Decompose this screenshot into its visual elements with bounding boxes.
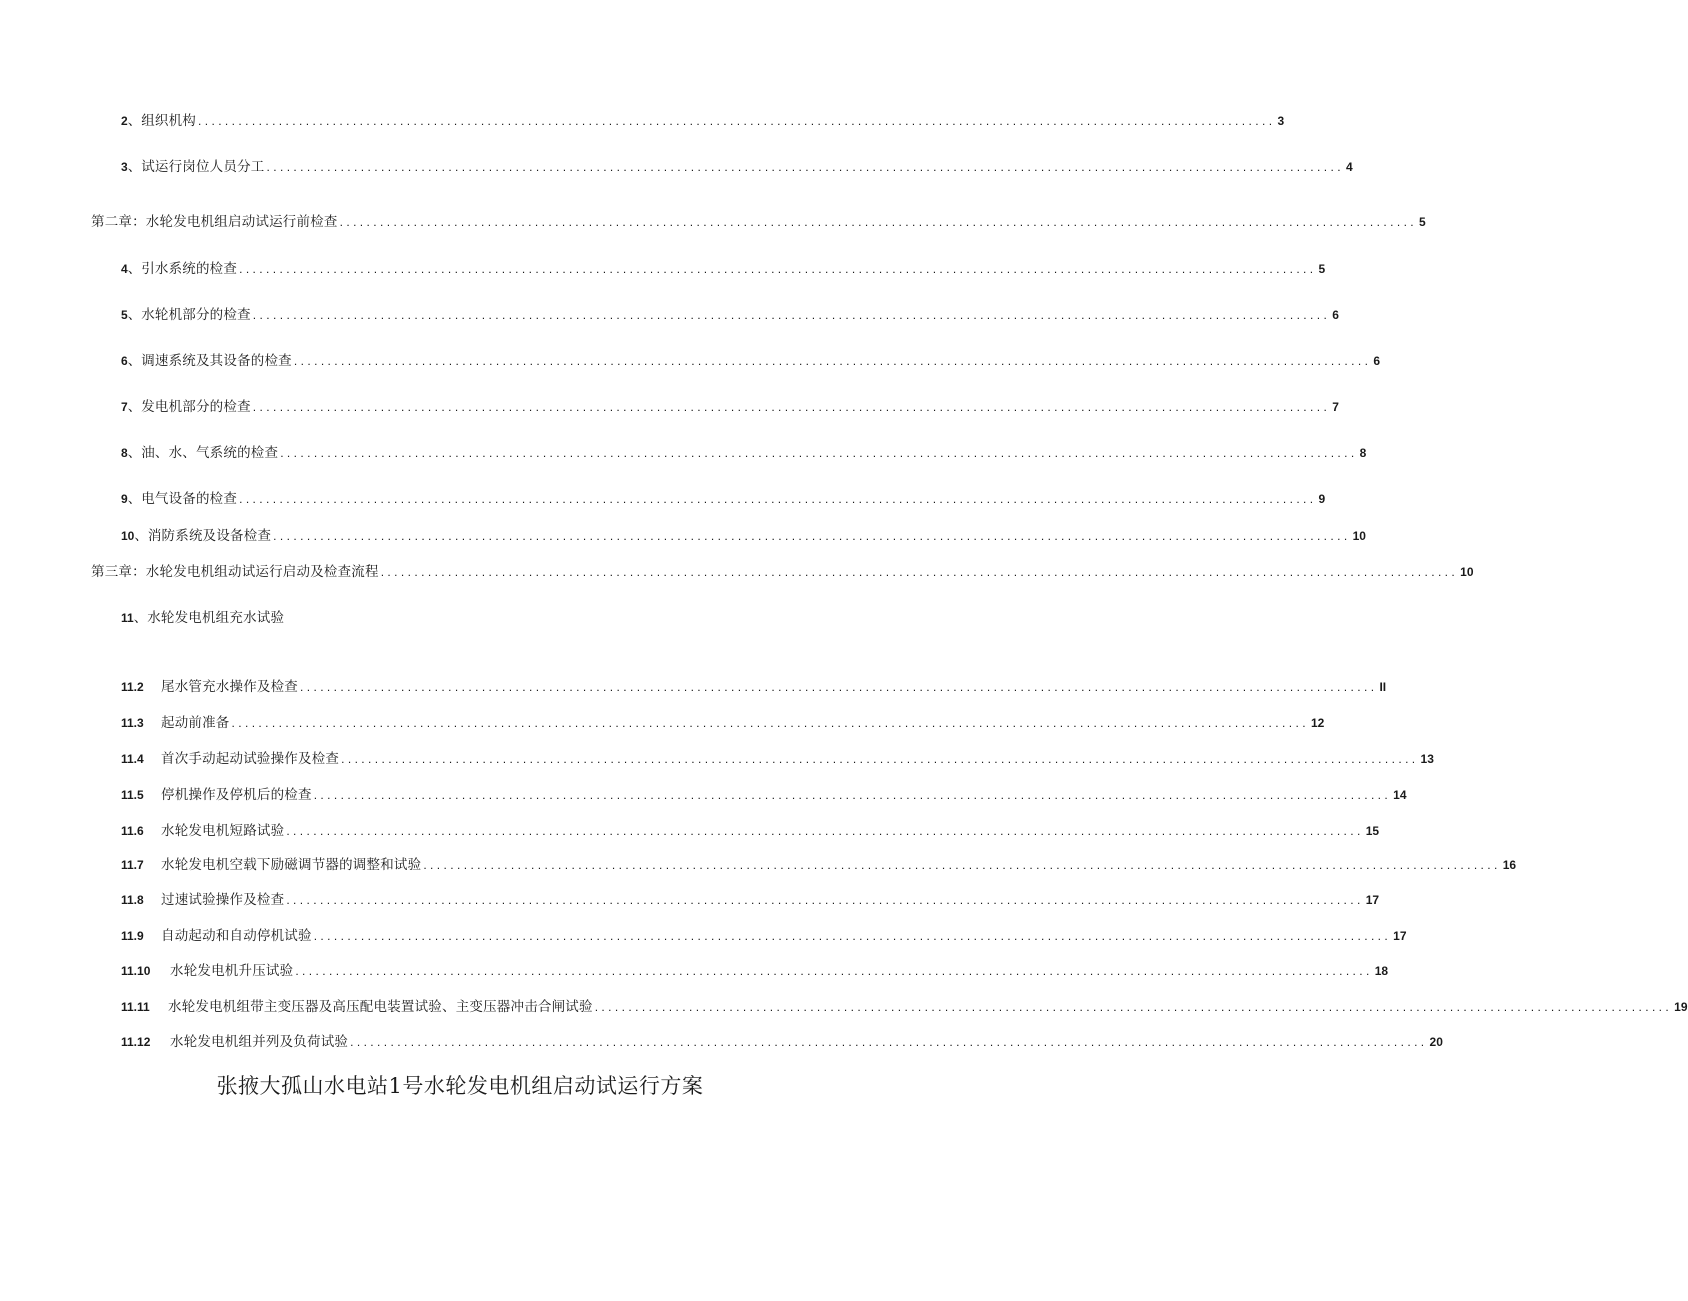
- toc-entry-page: 10: [1460, 565, 1474, 579]
- toc-entry-page: 17: [1393, 929, 1407, 943]
- toc-entry-title: 起动前准备: [161, 715, 230, 731]
- toc-entry-page: 14: [1393, 788, 1407, 802]
- dot-leader: ................................................................................................................................................................: [594, 1000, 1673, 1014]
- toc-entry-page: 13: [1420, 752, 1434, 766]
- toc-entry[interactable]: [121, 111, 1285, 131]
- toc-entry-title: 水轮机部分的检查: [141, 307, 251, 323]
- toc-entry-page: 6: [1332, 308, 1339, 322]
- toc-entry[interactable]: [121, 305, 1339, 325]
- toc-entry-separator: 、: [133, 610, 148, 626]
- toc-chapter-title: 第二章：水轮发电机组启动试运行前检查: [91, 214, 338, 230]
- toc-entry-number: 4: [121, 262, 128, 276]
- toc-subentry[interactable]: [121, 785, 1407, 805]
- toc-entry-title: 过速试验操作及检查: [161, 892, 285, 908]
- toc-entry-separator: 、: [127, 399, 142, 415]
- toc-entry-number: 11.4: [121, 752, 144, 766]
- toc-entry-separator: 、: [127, 353, 142, 369]
- toc-entry-page: 19: [1674, 1000, 1688, 1014]
- dot-leader: ................................................................................................................................................................: [280, 446, 1358, 460]
- dot-leader: ................................................................................................................................................................: [252, 308, 1331, 322]
- toc-entry-page: 5: [1419, 215, 1426, 229]
- dot-leader: ................................................................................................................................................................: [286, 893, 1364, 907]
- dot-leader: ................................................................................................................................................................: [300, 680, 1378, 694]
- toc-entry-page: 16: [1502, 858, 1517, 872]
- toc-entry-title: 试运行岗位人员分工: [141, 159, 265, 175]
- toc-entry[interactable]: [121, 608, 521, 628]
- toc-entry-page: 5: [1318, 262, 1326, 276]
- toc-entry-number: 11.8: [121, 893, 144, 907]
- toc-entry-page: 3: [1277, 114, 1285, 128]
- dot-leader: ................................................................................................................................................................: [266, 160, 1344, 174]
- toc-entry[interactable]: [121, 259, 1326, 279]
- toc-entry-page: 10: [1352, 529, 1366, 543]
- toc-entry-number: 11.5: [121, 788, 144, 802]
- toc-entry-page: 6: [1373, 354, 1381, 368]
- toc-entry-number: 11: [121, 611, 134, 625]
- toc-entry-title: 水轮发电机组并列及负荷试验: [170, 1034, 349, 1050]
- toc-entry-number: 3: [121, 160, 128, 174]
- toc-entry[interactable]: [121, 489, 1326, 509]
- dot-leader: ................................................................................................................................................................: [295, 964, 1373, 978]
- dot-leader: ................................................................................................................................................................: [239, 492, 1317, 506]
- toc-entry-number: 9: [121, 492, 128, 506]
- toc-chapter-entry[interactable]: [91, 562, 1474, 582]
- dot-leader: ................................................................................................................................................................: [286, 824, 1364, 838]
- toc-entry-page: 8: [1359, 446, 1367, 460]
- toc-entry-page: 7: [1332, 400, 1339, 414]
- toc-entry-separator: 、: [127, 491, 142, 507]
- toc-subentry[interactable]: [121, 961, 1389, 981]
- toc-entry-page: 15: [1365, 824, 1380, 838]
- toc-entry-separator: 、: [127, 159, 142, 175]
- dot-leader: ................................................................................................................................................................: [350, 1035, 1428, 1049]
- toc-entry-number: 6: [121, 354, 128, 368]
- toc-entry-title: 发电机部分的检查: [141, 399, 251, 415]
- toc-entry-page: 20: [1429, 1035, 1443, 1049]
- toc-subentry[interactable]: [121, 855, 1517, 875]
- toc-entry-separator: 、: [127, 261, 142, 277]
- toc-entry-title: 消防系统及设备检查: [147, 528, 272, 544]
- toc-entry-page: 18: [1374, 964, 1389, 978]
- dot-leader: ................................................................................................................................................................: [239, 262, 1317, 276]
- toc-entry[interactable]: [121, 397, 1339, 417]
- toc-entry-number: 11.3: [121, 716, 144, 730]
- toc-subentry[interactable]: [121, 821, 1380, 841]
- toc-subentry[interactable]: [121, 1032, 1443, 1052]
- toc-entry-title: 油、水、气系统的检查: [141, 445, 279, 461]
- toc-entry[interactable]: [121, 157, 1353, 177]
- toc-entry-number: 11.12: [121, 1035, 151, 1049]
- dot-leader: ................................................................................................................................................................: [198, 114, 1276, 128]
- dot-leader: ................................................................................................................................................................: [231, 716, 1309, 730]
- toc-entry-title: 调速系统及其设备的检查: [141, 353, 292, 369]
- document-title: 张掖大孤山水电站1号水轮发电机组启动试运行方案: [216, 1074, 704, 1098]
- toc-entry-title: 水轮发电机空载下励磁调节器的调整和试验: [161, 857, 422, 873]
- toc-chapter-entry[interactable]: [91, 212, 1426, 232]
- toc-entry-number: 10: [121, 529, 135, 543]
- toc-entry-number: 5: [121, 308, 128, 322]
- toc-chapter-title: 第三章：水轮发电机组动试运行启动及检查流程: [91, 564, 379, 580]
- toc-entry-title: 水轮发电机短路试验: [161, 823, 285, 839]
- toc-entry-separator: 、: [127, 445, 142, 461]
- toc-entry-title: 自动起动和自动停机试验: [161, 928, 312, 944]
- toc-entry-page: 9: [1318, 492, 1326, 506]
- toc-entry-title: 停机操作及停机后的检查: [161, 787, 312, 803]
- toc-entry-number: 11.2: [121, 680, 144, 694]
- toc-subentry[interactable]: [121, 677, 1387, 697]
- toc-entry-title: 尾水管充水操作及检查: [161, 679, 298, 695]
- toc-subentry[interactable]: [121, 997, 1688, 1017]
- dot-leader: ................................................................................................................................................................: [339, 215, 1418, 229]
- toc-subentry[interactable]: [121, 890, 1380, 910]
- toc-subentry[interactable]: [121, 713, 1325, 733]
- toc-entry-number: 11.11: [121, 1000, 150, 1014]
- toc-entry-number: 11.6: [121, 824, 144, 838]
- toc-subentry[interactable]: [121, 749, 1434, 769]
- toc-entry-title: 水轮发电机升压试验: [170, 963, 294, 979]
- toc-entry[interactable]: [121, 526, 1366, 546]
- toc-entry[interactable]: [121, 443, 1367, 463]
- dot-leader: ................................................................................................................................................................: [252, 400, 1331, 414]
- dot-leader: ................................................................................................................................................................: [423, 858, 1501, 872]
- dot-leader: ................................................................................................................................................................: [293, 354, 1372, 368]
- toc-entry-number: 11.10: [121, 964, 151, 978]
- toc-entry-number: 7: [121, 400, 128, 414]
- toc-entry-title: 水轮发电机组充水试验: [147, 610, 285, 626]
- toc-entry-separator: 、: [127, 113, 142, 129]
- toc-entry-title: 首次手动起动试验操作及检查: [161, 751, 340, 767]
- dot-leader: ................................................................................................................................................................: [273, 529, 1351, 543]
- dot-leader: ................................................................................................................................................................: [341, 752, 1419, 766]
- toc-entry-title: 电气设备的检查: [141, 491, 238, 507]
- toc-entry-page: 4: [1345, 160, 1353, 174]
- toc-entry-page: 12: [1310, 716, 1325, 730]
- toc-entry[interactable]: [121, 351, 1381, 371]
- toc-entry-number: 2: [121, 114, 128, 128]
- toc-subentry[interactable]: [121, 926, 1407, 946]
- toc-entry-page: II: [1379, 680, 1387, 694]
- toc-entry-title: 引水系统的检查: [141, 261, 238, 277]
- toc-entry-separator: 、: [134, 528, 148, 544]
- dot-leader: ................................................................................................................................................................: [380, 565, 1459, 579]
- toc-entry-number: 11.9: [121, 929, 144, 943]
- dot-leader: ................................................................................................................................................................: [313, 788, 1392, 802]
- toc-entry-separator: 、: [127, 307, 142, 323]
- toc-entry-number: 8: [121, 446, 128, 460]
- dot-leader: ................................................................................................................................................................: [313, 929, 1392, 943]
- toc-entry-page: 17: [1365, 893, 1380, 907]
- toc-entry-title: 组织机构: [141, 113, 196, 129]
- toc-entry-title: 水轮发电机组带主变压器及高压配电装置试验、主变压器冲击合闸试验: [168, 999, 593, 1015]
- toc-entry-number: 11.7: [121, 858, 144, 872]
